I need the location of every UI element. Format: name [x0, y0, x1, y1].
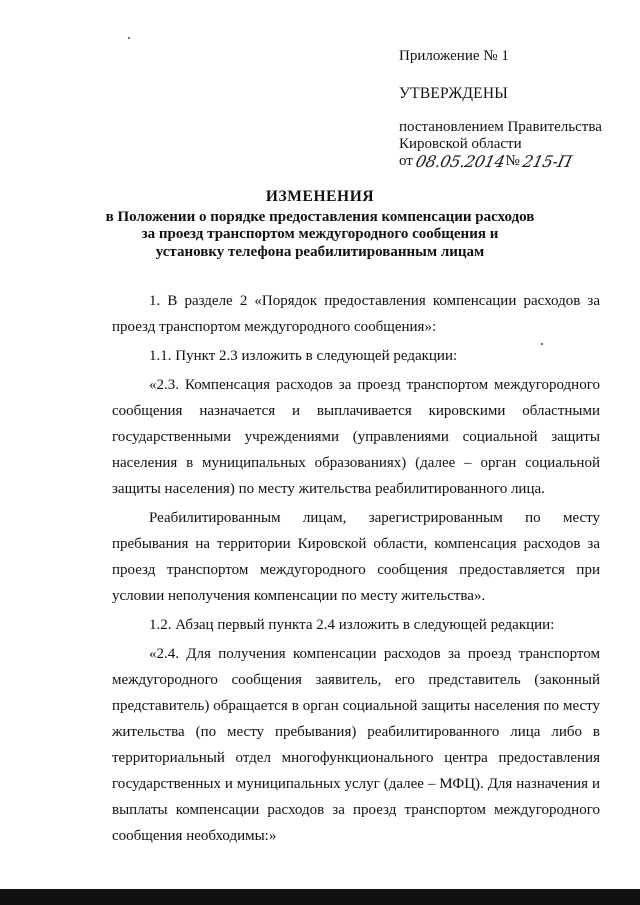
approval-block: [399, 48, 629, 170]
paragraph-1: 1. В разделе 2 «Порядок предоставления компенсации расходов за проезд транспортом междугородного сообщения»:: [112, 293, 600, 335]
paragraph-2: 1.1. Пункт 2.3 изложить в следующей редакции:: [149, 348, 458, 364]
paragraph-3: «2.3. Компенсация расходов за проезд транспортом междугородного сообщения назначается и выплачивается кировскими областными государственными учреждениями (управлениями социальной защиты населения в муниципальных образованиях) (далее – орган социальной защиты населения) по месту жительства реабилитированного лица.: [112, 377, 600, 497]
paragraph-5: 1.2. Абзац первый пункта 2.4 изложить в следующей редакции:: [149, 617, 555, 633]
title-line-3: установку телефона реабилитированным лицам: [155, 243, 485, 260]
title-line-1: в Положении о порядке предоставления компенсации расходов: [105, 208, 535, 225]
resolution-line-1: постановлением Правительства: [399, 119, 602, 135]
handwritten-number: 215-П: [520, 152, 574, 171]
appendix-label: Приложение № 1: [399, 48, 509, 64]
document-title: [100, 188, 540, 261]
paragraph-6: «2.4. Для получения компенсации расходов за проезд транспортом междугородного сообщения заявитель, его представитель (законный представитель) обращается в орган социальной защиты населения по месту жительства (по месту пребывания) реабилитированного лица либо в территориальный отдел многофункционального центра предоставления государственных и муниципальных услуг (далее – МФЦ). Для назначения и выплаты компенсации расходов за проезд транспортом междугородного сообщения необходимы:»: [112, 646, 600, 844]
number-sign: №: [505, 153, 520, 169]
resolution-date-row: [399, 153, 629, 170]
title-line-2: за проезд транспортом междугородного сообщения и: [141, 226, 499, 242]
scan-edge-bar: [0, 889, 640, 905]
approved-heading: УТВЕРЖДЕНЫ: [399, 85, 508, 102]
scan-speck: [128, 37, 130, 39]
title-main: ИЗМЕНЕНИЯ: [265, 188, 375, 205]
date-prefix: от: [399, 153, 413, 169]
document-body: [112, 288, 600, 849]
paragraph-4: Реабилитированным лицам, зарегистрированным по месту пребывания на территории Кировской области, компенсация расходов за проезд транспортом междугородного сообщения предоставляется при условии неполучения компенсации по месту жительства».: [112, 510, 600, 604]
resolution-line-2: Кировской области: [399, 136, 522, 152]
handwritten-date: 08.05.2014: [413, 152, 507, 171]
